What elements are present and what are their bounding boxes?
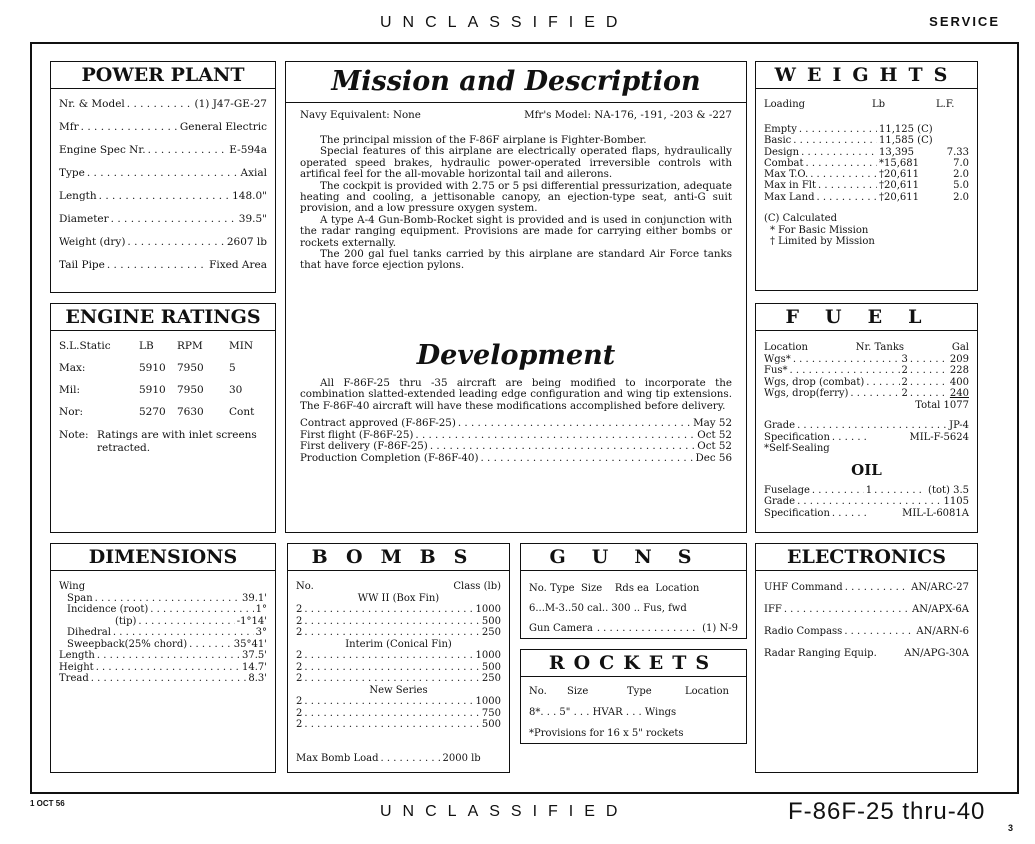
mission-panel bbox=[285, 61, 747, 533]
power-plant-list bbox=[51, 89, 275, 277]
fuel-title: FUEL bbox=[756, 304, 977, 331]
mission-paragraph: A type A-4 Gun-Bomb-Rocket sight is provided and is used in conjunction with the radar ranging equipment. Provisions are made for carrying either bombs or rockets externally. bbox=[300, 213, 732, 249]
bombs-panel bbox=[287, 543, 510, 773]
footer-date: 1 OCT 56 bbox=[30, 799, 65, 808]
development-row: Contract approved (F-86F-25) . . . May 52 bbox=[300, 418, 732, 430]
weights-row: Design . . . 13,395 7.33 bbox=[764, 147, 969, 158]
bombs-table bbox=[288, 571, 509, 764]
rockets-note: *Provisions for 16 x 5" rockets bbox=[529, 728, 684, 739]
power-plant-panel bbox=[50, 61, 276, 293]
rockets-table bbox=[521, 677, 746, 744]
dimensions-row: Sweepback(25% chord) . . . 35°41' bbox=[59, 639, 267, 651]
power-plant-row: Mfr . . . General Electric bbox=[59, 116, 267, 139]
gun-camera: Gun Camera . . . (1) N-9 bbox=[529, 619, 738, 639]
weights-panel bbox=[755, 61, 978, 291]
bombs-row: 2 . . . 1000 bbox=[296, 604, 501, 616]
header-service: SERVICE bbox=[929, 14, 1000, 29]
engine-ratings-table bbox=[51, 331, 275, 455]
power-plant-row: Weight (dry) . . . 2607 lb bbox=[59, 231, 267, 254]
power-plant-row: Engine Spec Nr. . . . E-594a bbox=[59, 139, 267, 162]
guns-table bbox=[521, 571, 746, 639]
engine-ratings-row: Mil: 5910 7950 30 bbox=[59, 384, 243, 396]
fuel-header: Location Nr. Tanks Gal bbox=[764, 342, 969, 353]
fuel-self-sealing: *Self-Sealing bbox=[764, 443, 830, 454]
mission-paragraph: Special features of this airplane are electrically operated flaps, hydraulically operated speed brakes, hydraulic power-operated irreversible controls with artifical feel for the all-movable horizontal tail and ailerons. bbox=[300, 145, 732, 181]
development-row: Production Completion (F-86F-40) . . . Dec 56 bbox=[300, 453, 732, 465]
fuel-table bbox=[756, 331, 977, 519]
bombs-group-name: WW II (Box Fin) bbox=[357, 592, 440, 604]
power-plant-title: POWER PLANT bbox=[51, 62, 275, 89]
fuel-row: Wgs* . . . 3 . . . 209 bbox=[764, 354, 969, 366]
oil-spec: Specification . . . MIL-L-6081A bbox=[764, 508, 969, 520]
bombs-title: BOMBS bbox=[288, 544, 509, 571]
bombs-header: No. Class (lb) bbox=[296, 581, 501, 592]
development-row: First flight (F-86F-25) . . . Oct 52 bbox=[300, 430, 732, 442]
mission-paragraph: The 200 gal fuel tanks carried by this airplane are standard Air Force tanks that have force ejection pylons. bbox=[300, 248, 732, 272]
mission-title: Mission and Description bbox=[286, 62, 746, 103]
electronics-row: UHF Command . . . AN/ARC-27 bbox=[764, 577, 969, 599]
fuel-grade: Grade . . . JP-4 bbox=[764, 420, 969, 432]
electronics-row: Radar Ranging Equip. AN/APG-30A bbox=[764, 648, 969, 659]
electronics-title: ELECTRONICS bbox=[756, 544, 977, 571]
rockets-title: ROCKETS bbox=[521, 650, 746, 677]
power-plant-row: Nr. & Model . . . (1) J47-GE-27 bbox=[59, 93, 267, 116]
dimensions-table bbox=[51, 571, 275, 685]
fuel-spec: Specification . . . MIL-F-5624 bbox=[764, 432, 969, 444]
mission-models bbox=[286, 103, 746, 135]
dimensions-title: DIMENSIONS bbox=[51, 544, 275, 571]
bombs-row: 2 . . . 750 bbox=[296, 708, 501, 720]
rockets-header: No. Size Type Location bbox=[529, 686, 729, 697]
electronics-row: Radio Compass . . . AN/ARN-6 bbox=[764, 621, 969, 643]
bombs-row: 2 . . . 250 bbox=[296, 627, 501, 639]
fuel-total: Total 1077 bbox=[915, 399, 969, 411]
weights-row: Empty . . . 11,125 (C) bbox=[764, 124, 969, 135]
fuel-row: Wgs, drop(ferry) . . . 2 . . . 240 bbox=[764, 388, 969, 400]
bombs-row: 2 . . . 500 bbox=[296, 662, 501, 674]
weights-note: (C) Calculated bbox=[764, 213, 837, 225]
page-number: 3 bbox=[1007, 823, 1013, 833]
weights-row: Max T.O. . . . †20,611 2.0 bbox=[764, 169, 969, 180]
dimensions-row: (tip) . . . -1°14' bbox=[59, 616, 267, 628]
bombs-row: 2 . . . 1000 bbox=[296, 696, 501, 708]
bombs-group-name: Interim (Conical Fin) bbox=[345, 638, 452, 650]
guns-panel bbox=[520, 543, 747, 639]
engine-ratings-header: S.L.Static LB RPM MIN bbox=[59, 340, 254, 352]
development-row: First delivery (F-86F-25) . . . Oct 52 bbox=[300, 441, 732, 453]
bombs-row: 2 . . . 1000 bbox=[296, 650, 501, 662]
bombs-row: 2 . . . 500 bbox=[296, 616, 501, 628]
power-plant-row: Type . . . Axial bbox=[59, 162, 267, 185]
electronics-table bbox=[756, 571, 977, 665]
mfr-model: Mfr's Model: NA-176, -191, -203 & -227 bbox=[524, 109, 732, 121]
weights-row: Basic . . . 11,585 (C) bbox=[764, 135, 969, 146]
dimensions-row: Span . . . 39.1' bbox=[59, 593, 267, 605]
weights-row: Combat . . . *15,681 7.0 bbox=[764, 158, 969, 169]
power-plant-row: Diameter . . . 39.5" bbox=[59, 208, 267, 231]
weights-notes bbox=[764, 213, 969, 248]
weights-note: † Limited by Mission bbox=[770, 236, 875, 248]
development-title: Development bbox=[416, 339, 616, 371]
fuel-panel bbox=[755, 303, 978, 533]
fuel-row: Wgs, drop (combat) . . . 2 . . . 400 bbox=[764, 377, 969, 389]
engine-ratings-title: ENGINE RATINGS bbox=[51, 304, 275, 331]
engine-ratings-note: Note: Ratings are with inlet screens retracted. bbox=[59, 429, 257, 454]
weights-row: Max Land . . . †20,611 2.0 bbox=[764, 192, 969, 203]
navy-equivalent: Navy Equivalent: None bbox=[300, 109, 421, 121]
guns-title: GUNS bbox=[521, 544, 746, 571]
dimensions-row: Dihedral . . . 3° bbox=[59, 627, 267, 639]
mission-text bbox=[286, 135, 746, 272]
engine-ratings-row: Max: 5910 7950 5 bbox=[59, 362, 236, 374]
guns-row: 6...M-3..50 cal.. 300 .. Fus, fwd bbox=[529, 603, 687, 614]
oil-fuselage: Fuselage . . . 1 . . . (tot) 3.5 bbox=[764, 485, 969, 497]
dimensions-row: Tread . . . 8.3' bbox=[59, 673, 267, 685]
fuel-row: Fus* . . . 2 . . . 228 bbox=[764, 365, 969, 377]
electronics-row: IFF . . . AN/APX-6A bbox=[764, 599, 969, 621]
development-paragraph: All F-86F-25 thru -35 aircraft are being modified to incorporate the combination slatted-extended leading edge configuration and wing tip extensions. The F-86F-40 aircraft will have these modifications accomplished before delivery. bbox=[300, 376, 732, 412]
bombs-max-load: Max Bomb Load . . . 2000 lb bbox=[296, 753, 501, 765]
weights-header: Loading Lb L.F. bbox=[764, 99, 955, 110]
weights-table bbox=[756, 89, 977, 248]
power-plant-row: Tail Pipe . . . Fixed Area bbox=[59, 254, 267, 277]
weights-note: * For Basic Mission bbox=[770, 224, 869, 236]
development-text bbox=[286, 378, 746, 464]
development-dates bbox=[300, 418, 732, 464]
rockets-row: 8*. . . 5" . . . HVAR . . . Wings bbox=[529, 707, 677, 718]
bombs-group-name: New Series bbox=[369, 684, 428, 696]
mission-paragraph: The cockpit is provided with 2.75 or 5 psi differential pressurization, adequate heating and cooling, a jettisonable canopy, an ejection-type seat, anti-G suit provision, and a low pressure oxygen system. bbox=[300, 179, 732, 215]
mission-paragraph: The principal mission of the F-86F airplane is Fighter-Bomber. bbox=[320, 134, 647, 146]
oil-title: OIL bbox=[851, 460, 882, 479]
dimensions-row: Incidence (root) . . . 1° bbox=[59, 604, 267, 616]
electronics-panel bbox=[755, 543, 978, 773]
weights-row: Max in Flt . . . †20,611 5.0 bbox=[764, 180, 969, 191]
power-plant-row: Length . . . 148.0" bbox=[59, 185, 267, 208]
bombs-row: 2 . . . 250 bbox=[296, 673, 501, 685]
dimensions-wing-label: Wing bbox=[59, 581, 86, 592]
weights-title: WEIGHTS bbox=[756, 62, 977, 89]
oil-grade: Grade . . . 1105 bbox=[764, 496, 969, 508]
header-classification: UNCLASSIFIED bbox=[380, 14, 629, 31]
footer-model: F-86F-25 thru-40 bbox=[788, 798, 986, 825]
bombs-row: 2 . . . 500 bbox=[296, 719, 501, 731]
rockets-panel bbox=[520, 649, 747, 744]
engine-ratings-row: Nor: 5270 7630 Cont bbox=[59, 406, 255, 418]
engine-ratings-panel bbox=[50, 303, 276, 533]
guns-header: No. Type Size Rds ea Location bbox=[529, 583, 700, 594]
footer-classification: UNCLASSIFIED bbox=[380, 803, 629, 820]
dimensions-row: Height . . . 14.7' bbox=[59, 662, 267, 674]
dimensions-panel bbox=[50, 543, 276, 773]
dimensions-row: Length . . . 37.5' bbox=[59, 650, 267, 662]
